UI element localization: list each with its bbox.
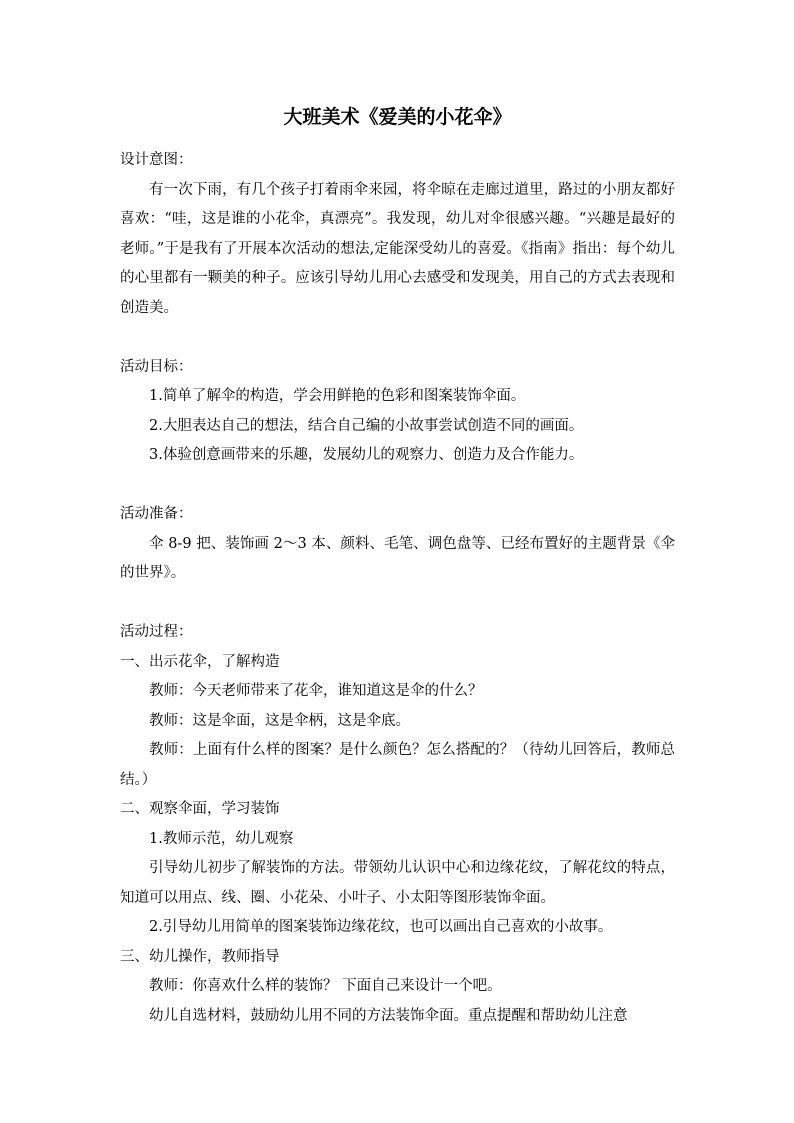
preparation-heading: 活动准备： (120, 506, 193, 522)
process-section-1-line: 教师：这是伞面，这是伞柄，这是伞底。 (149, 712, 410, 729)
process-section-1-title: 一、出示花伞，了解构造 (120, 653, 280, 670)
goal-item: 2.大胆表达自己的想法，结合自己编的小故事尝试创造不同的画面。 (149, 417, 584, 434)
process-section-1-line: 教师：今天老师带来了花伞，谁知道这是伞的什么？ (149, 683, 483, 699)
process-section-1-line: 教师：上面有什么样的图案？是什么颜色？怎么搭配的？（待幼儿回答后，教师总结。） (120, 742, 675, 788)
document-title: 大班美术《爱美的小花伞》 (283, 106, 512, 128)
process-section-3-line: 教师：你喜欢什么样的装饰？ 下面自己来设计一个吧。 (149, 978, 502, 994)
preparation-paragraph: 伞 8-9 把、装饰画 2～3 本、颜料、毛笔、调色盘等、已经布置好的主题背景《伞的世界》。 (120, 535, 675, 581)
process-section-2-step1: 1.教师示范，幼儿观察 (149, 830, 294, 847)
design-intent-heading: 设计意图： (120, 152, 193, 168)
process-section-3-title: 三、幼儿操作，教师指导 (120, 948, 280, 965)
goal-item: 3.体验创意画带来的乐趣，发展幼儿的观察力、创造力及合作能力。 (149, 447, 584, 463)
process-heading: 活动过程： (120, 624, 193, 640)
spacer (120, 323, 675, 353)
process-section-2-title: 二、观察伞面，学习装饰 (120, 801, 280, 817)
process-section-2-step2: 2.引导幼儿用简单的图案装饰边缘花纹，也可以画出自己喜欢的小故事。 (149, 919, 613, 935)
document-page (120, 104, 675, 1031)
spacer (120, 589, 675, 619)
design-intent-paragraph: 有一次下雨，有几个孩子打着雨伞来园，将伞晾在走廊过道里，路过的小朋友都好喜欢：“哇，这是谁的小花伞，真漂亮”。我发现，幼儿对伞很感兴趣。“兴趣是最好的老师。”于是我有了开展本次活动的想法,定能深受幼儿的喜爱。《指南》指出：每个幼儿的心里都有一颗美的种子。应该引导幼儿用心去感受和发现美，用自己的方式去表现和创造美。 (120, 181, 675, 316)
process-section-3-line: 幼儿自选材料，鼓励幼儿用不同的方法装饰伞面。重点提醒和帮助幼儿注意 (149, 1007, 628, 1024)
goals-heading: 活动目标： (120, 358, 193, 375)
goal-item: 1.简单了解伞的构造，学会用鲜艳的色彩和图案装饰伞面。 (149, 388, 526, 404)
spacer (120, 471, 675, 501)
process-section-2-step1-text: 引导幼儿初步了解装饰的方法。带领幼儿认识中心和边缘花纹，了解花纹的特点，知道可以用点、线、圈、小花朵、小叶子、小太阳等图形装饰伞面。 (120, 860, 675, 906)
